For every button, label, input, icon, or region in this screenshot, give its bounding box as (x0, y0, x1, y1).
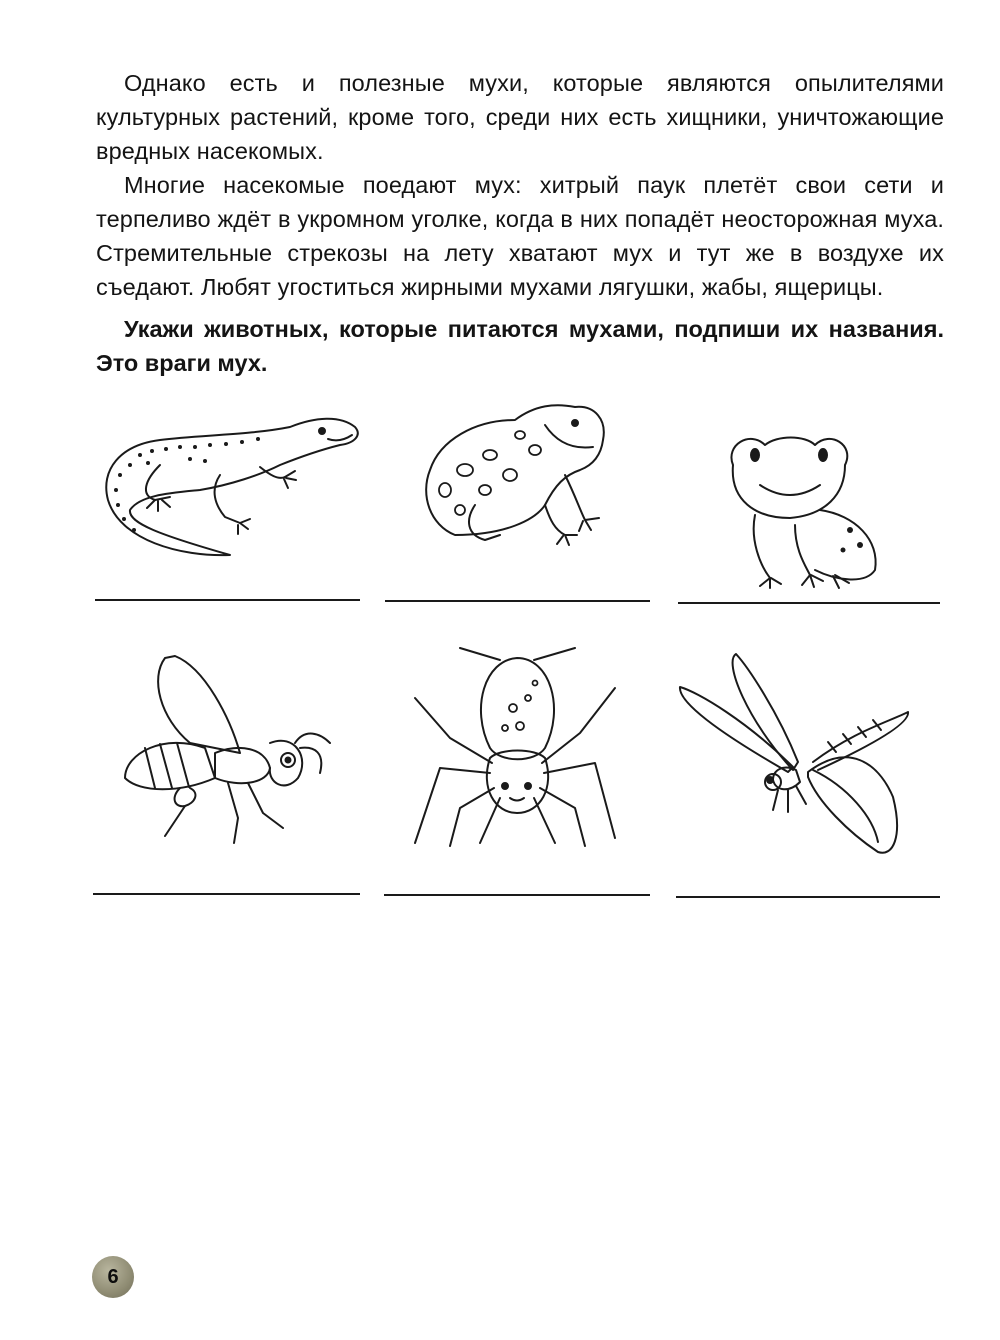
answer-line-5[interactable] (384, 894, 650, 896)
answer-line-6[interactable] (676, 896, 940, 898)
task-instruction: Укажи животных, которые питаются мухами, подпиши их названия. Это враги мух. (96, 316, 944, 376)
answer-line-3[interactable] (678, 602, 940, 604)
toad-illustration (415, 395, 620, 555)
page-number-badge (92, 1256, 134, 1298)
page-number: 6 (107, 1265, 119, 1288)
paragraph-fly-predators: Многие насекомые поедают мух: хитрый паук плетёт свои сети и терпеливо ждёт в укромном уголке, когда в них попадёт неосторожная муха. Стремительные стрекозы на лету хватают мух и тут же в воздухе их съедают. Любят угоститься жирными мухами лягушки, жабы, ящерицы. (96, 172, 944, 300)
answer-line-4[interactable] (93, 893, 360, 895)
lizard-illustration (100, 405, 365, 560)
frog-illustration (715, 430, 885, 595)
spider-illustration (410, 648, 625, 848)
dragonfly-illustration (678, 652, 913, 857)
paragraph-useful-flies: Однако есть и полезные мухи, которые являются опылителями культурных растений, кроме того, среди них есть хищники, уничтожающие вредных насекомых. (96, 70, 944, 164)
wasp-illustration (120, 648, 335, 848)
answer-line-2[interactable] (385, 600, 650, 602)
answer-line-1[interactable] (95, 599, 360, 601)
